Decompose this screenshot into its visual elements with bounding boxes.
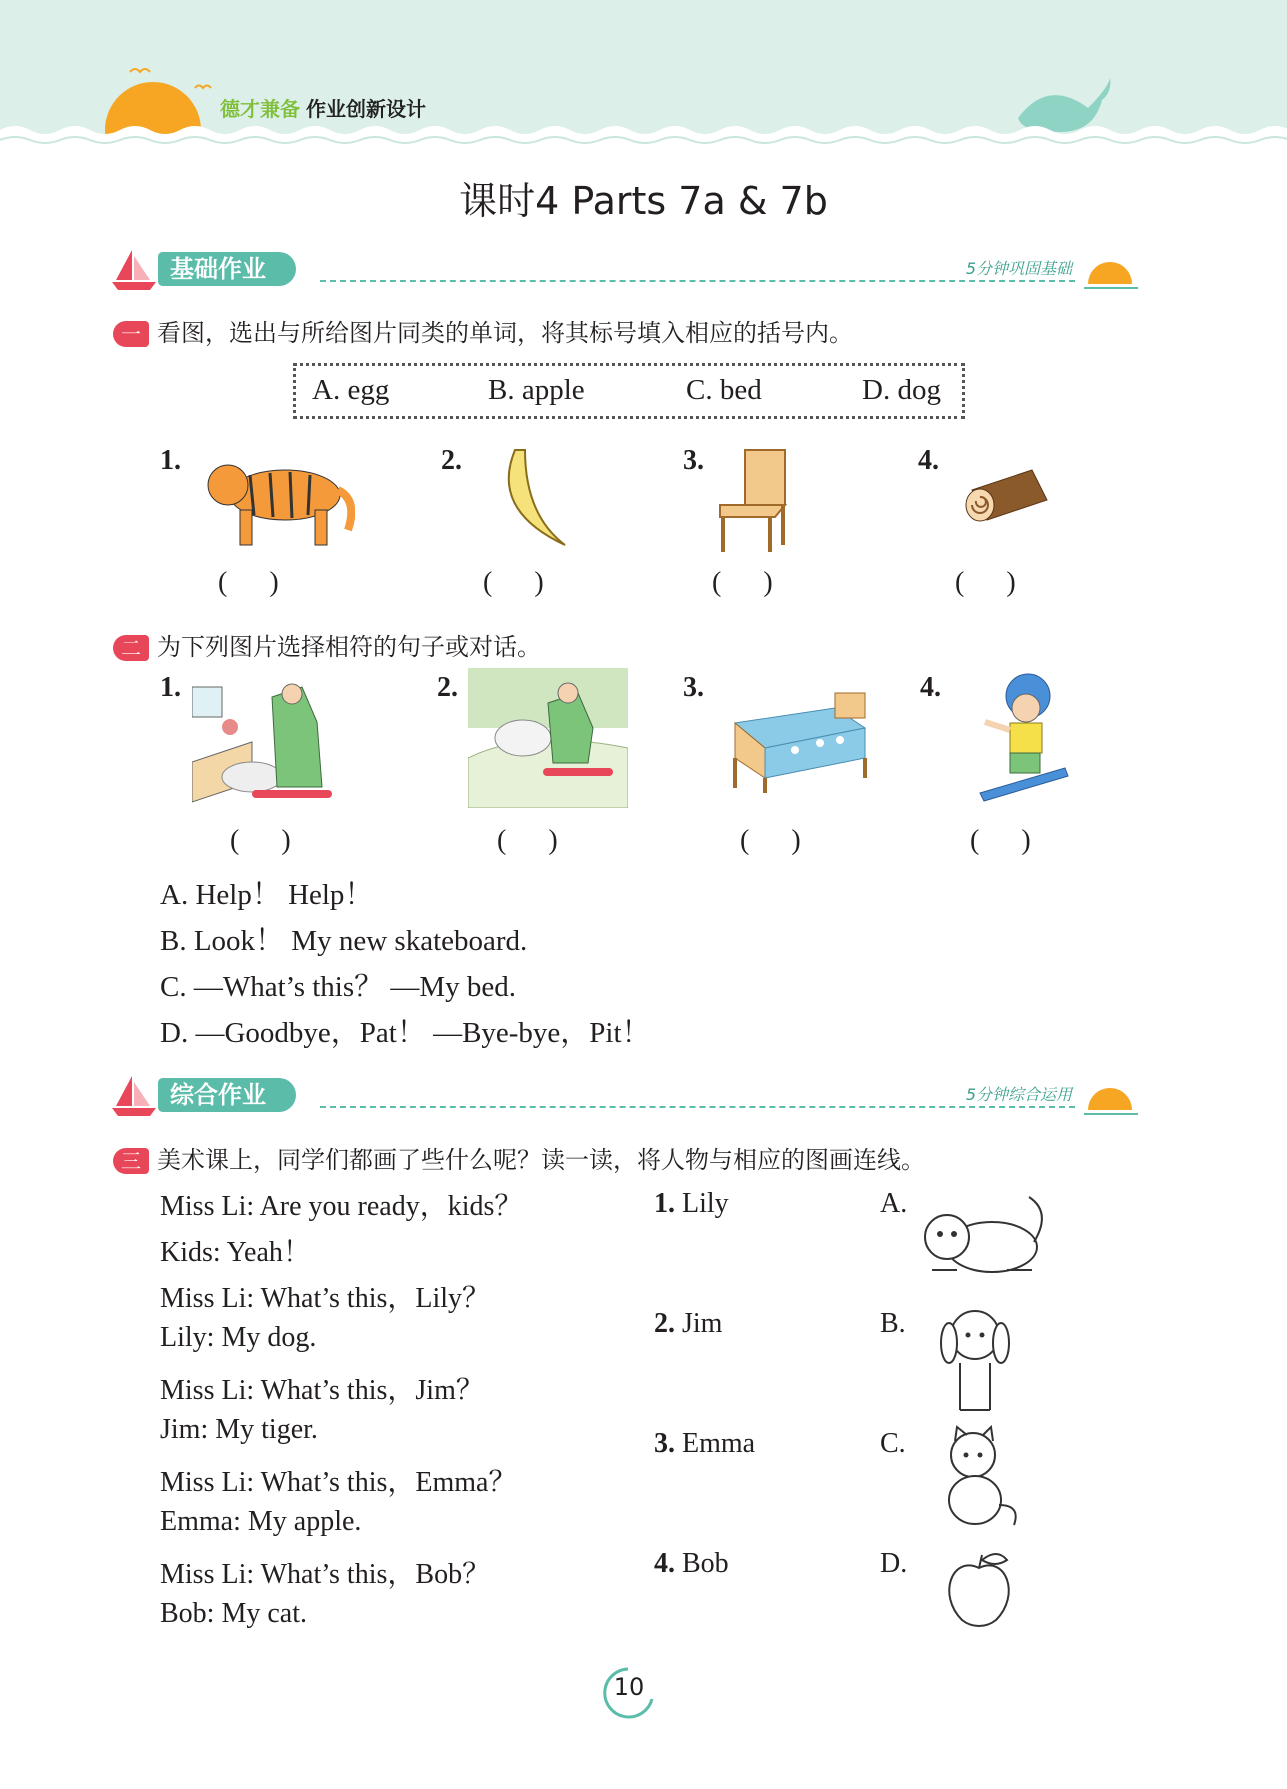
- section-banner-basic: [110, 246, 1150, 294]
- dialogue-line: Jim: My tiger.: [160, 1414, 318, 1445]
- banana-picture: [495, 445, 575, 550]
- name-item[interactable]: [654, 1188, 729, 1220]
- scene-help-picture: [192, 672, 342, 812]
- q1-number: 3.: [683, 445, 704, 476]
- swiss-roll-picture: [952, 460, 1052, 530]
- name-label: Bob: [682, 1548, 729, 1579]
- name-number: 4.: [654, 1548, 675, 1579]
- name-number: 1.: [654, 1188, 675, 1219]
- brand-green: 德才兼备: [220, 97, 300, 121]
- name-item[interactable]: [654, 1308, 722, 1340]
- option-a: A. Help！ Help！: [160, 879, 374, 911]
- dialogue-line: Miss Li: What’s this，Jim？: [160, 1375, 484, 1406]
- q1-instruction: 看图，选出与所给图片同类的单词，将其标号填入相应的括号内。: [157, 319, 853, 347]
- picture-letter: A.: [880, 1188, 908, 1219]
- section-banner-comprehensive: [110, 1072, 1150, 1120]
- answer-blank[interactable]: ( ): [218, 567, 279, 598]
- small-sun-icon: [1082, 1078, 1142, 1118]
- sailboat-icon: [110, 1072, 158, 1120]
- picture-letter: C.: [880, 1428, 906, 1459]
- chair-picture: [715, 445, 795, 555]
- page-header: [0, 0, 1287, 150]
- dialogue-line: Bob: My cat.: [160, 1598, 307, 1629]
- q1-number: 1.: [160, 445, 181, 476]
- page-title: 课时4 Parts 7a & 7b: [459, 179, 828, 223]
- apple-drawing[interactable]: [942, 1550, 1017, 1630]
- name-number: 2.: [654, 1308, 675, 1339]
- brand-black: 作业创新设计: [306, 97, 426, 121]
- page-number: 10: [613, 1673, 645, 1701]
- bird-icon: [195, 86, 211, 89]
- name-label: Emma: [682, 1428, 756, 1459]
- dog-drawing[interactable]: [935, 1305, 1020, 1415]
- answer-blank[interactable]: ( ): [955, 567, 1016, 598]
- cat-drawing[interactable]: [935, 1425, 1025, 1530]
- name-item[interactable]: [654, 1548, 729, 1580]
- picture-letter: B.: [880, 1308, 906, 1339]
- q2-heading: [113, 627, 541, 662]
- q2-number: 2.: [437, 672, 458, 703]
- word-option: B. apple: [488, 374, 585, 406]
- section-label: 综合作业: [158, 1078, 296, 1112]
- option-c: C. —What’s this？ —My bed.: [160, 971, 517, 1003]
- answer-blank[interactable]: ( ): [712, 567, 773, 598]
- q3-instruction: 美术课上，同学们都画了些什么呢？读一读，将人物与相应的图画连线。: [157, 1146, 925, 1174]
- q3-heading: [113, 1140, 925, 1175]
- scene-skateboard-picture: [468, 668, 628, 808]
- sailboat-icon: [110, 246, 158, 294]
- dialogue-line: Miss Li: What’s this，Emma？: [160, 1467, 517, 1498]
- q2-instruction: 为下列图片选择相符的句子或对话。: [157, 633, 541, 661]
- word-option: D. dog: [862, 374, 941, 406]
- answer-blank[interactable]: ( ): [483, 567, 544, 598]
- brand-title: [220, 93, 426, 122]
- q2-number: 1.: [160, 672, 181, 703]
- section-tag: 5分钟巩固基础: [965, 259, 1072, 278]
- bed-picture: [715, 688, 875, 798]
- section-tag: 5分钟综合运用: [965, 1085, 1072, 1104]
- boy-skateboard-picture: [970, 668, 1070, 808]
- dialogue-line: Emma: My apple.: [160, 1506, 362, 1537]
- name-label: Lily: [682, 1188, 729, 1219]
- answer-blank[interactable]: ( ): [497, 825, 558, 856]
- name-number: 3.: [654, 1428, 675, 1459]
- dashed-line: [320, 280, 1075, 282]
- name-item[interactable]: [654, 1428, 755, 1460]
- tiger-drawing[interactable]: [912, 1192, 1052, 1282]
- q2-number: 3.: [683, 672, 704, 703]
- q1-badge: 一: [113, 321, 149, 347]
- whale-icon: [1018, 78, 1110, 132]
- header-decoration: [0, 0, 1287, 150]
- tiger-picture: [200, 445, 355, 550]
- option-b: B. Look！ My new skateboard.: [160, 925, 528, 957]
- option-d: D. —Goodbye，Pat！ —Bye-bye，Pit！: [160, 1017, 651, 1049]
- q2-badge: 二: [113, 635, 149, 661]
- word-option: A. egg: [312, 374, 390, 406]
- answer-blank[interactable]: ( ): [970, 825, 1031, 856]
- small-sun-icon: [1082, 252, 1142, 292]
- word-option: C. bed: [686, 374, 762, 406]
- section-label: 基础作业: [158, 252, 296, 286]
- name-label: Jim: [682, 1308, 723, 1339]
- dashed-line: [320, 1106, 1075, 1108]
- q2-number: 4.: [920, 672, 941, 703]
- q1-number: 2.: [441, 445, 462, 476]
- answer-blank[interactable]: ( ): [230, 825, 291, 856]
- answer-blank[interactable]: ( ): [740, 825, 801, 856]
- dialogue-line: Lily: My dog.: [160, 1322, 317, 1353]
- q3-badge: 三: [113, 1148, 149, 1174]
- dialogue-line: Kids: Yeah！: [160, 1237, 311, 1268]
- dialogue-line: Miss Li: What’s this，Bob？: [160, 1559, 491, 1590]
- q1-number: 4.: [918, 445, 939, 476]
- q1-heading: [113, 313, 853, 348]
- bird-icon: [130, 69, 150, 72]
- dialogue-line: Miss Li: What’s this，Lily？: [160, 1283, 491, 1314]
- picture-letter: D.: [880, 1548, 908, 1579]
- dialogue-line: Miss Li: Are you ready，kids？: [160, 1191, 523, 1222]
